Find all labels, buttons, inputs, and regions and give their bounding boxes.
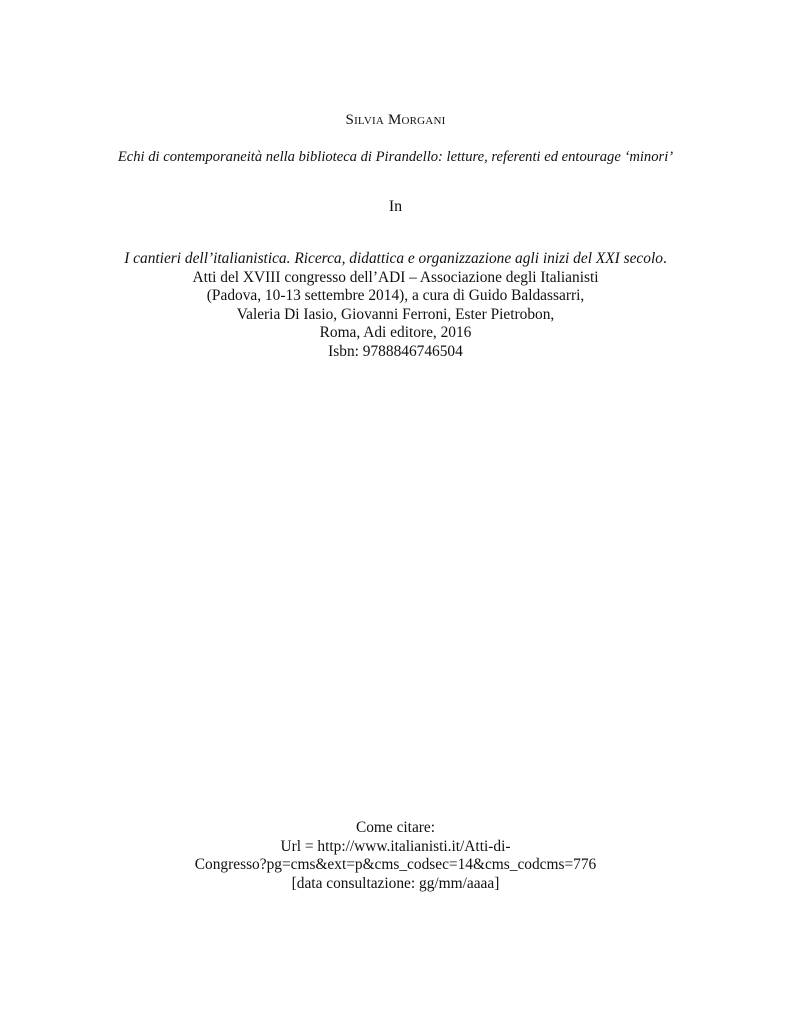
author-name: Silvia Morgani <box>345 112 446 128</box>
volume-reference <box>0 250 791 361</box>
editors-line: (Padova, 10-13 settembre 2014), a cura di Guido Baldassarri, <box>206 287 585 304</box>
in-label: In <box>388 198 403 215</box>
volume-title-period: . <box>662 250 667 267</box>
proceedings-line: Atti del XVIII congresso dell’ADI – Associazione degli Italianisti <box>192 268 599 286</box>
citation-block <box>0 819 791 893</box>
citation-access-date: [data consultazione: gg/mm/aaaa] <box>291 874 500 892</box>
publisher-line: Roma, Adi editore, 2016 <box>319 324 472 341</box>
citation-url-line-2: Congresso?pg=cms&ext=p&cms_codsec=14&cms_codcms=776 <box>194 856 597 873</box>
volume-title-line <box>0 250 791 269</box>
essay-title: Echi di contemporaneità nella biblioteca di Pirandello: letture, referenti ed entourage ‘minori’ <box>117 149 674 165</box>
volume-title: I cantieri dell’italianistica. Ricerca, didattica e organizzazione agli inizi del XXI secolo <box>124 250 663 267</box>
citation-heading: Come citare: <box>355 819 436 836</box>
citation-url-line-1: Url = http://www.italianisti.it/Atti-di- <box>280 837 511 855</box>
isbn-line: Isbn: 9788846746504 <box>328 342 463 360</box>
editors-continued-line: Valeria Di Iasio, Giovanni Ferroni, Ester Pietrobon, <box>236 305 555 323</box>
